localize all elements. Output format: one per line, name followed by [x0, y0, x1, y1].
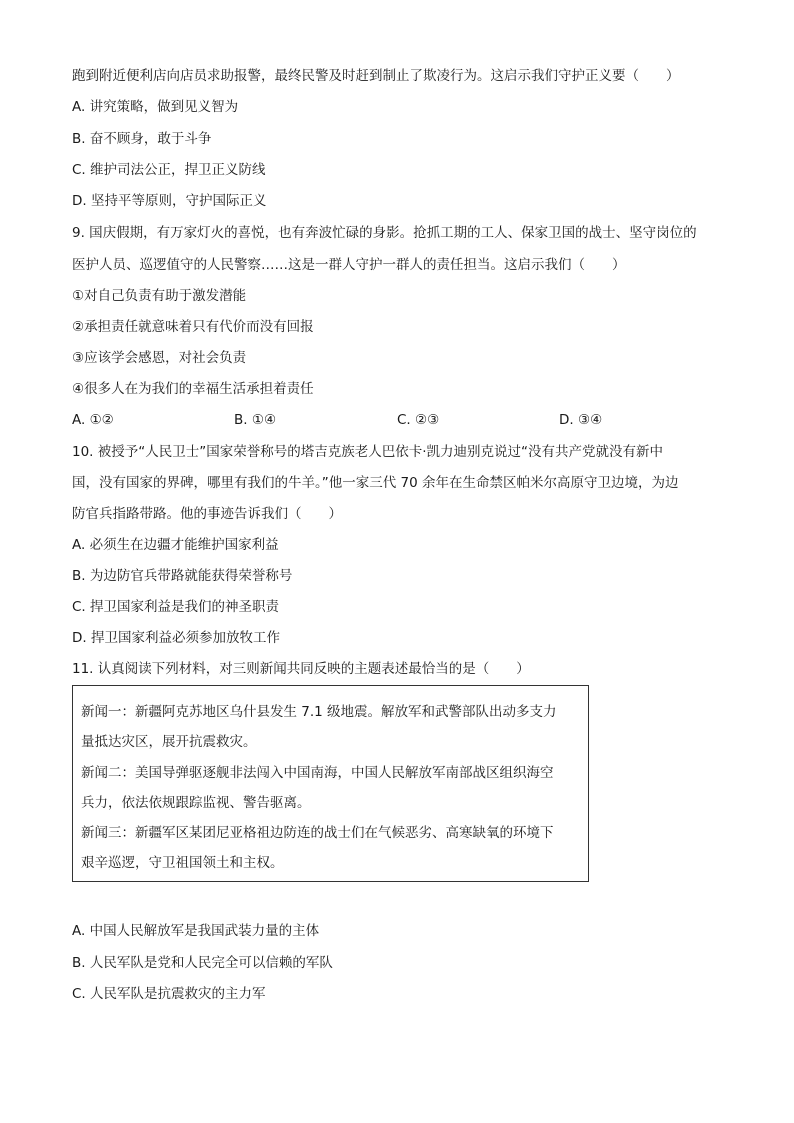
q8-option-a: A. 讲究策略，做到见义智为: [72, 99, 239, 115]
q8-stem: 跑到附近便利店向店员求助报警，最终民警及时赶到制止了欺凌行为。这启示我们守护正义要（ ）: [72, 68, 680, 84]
q10-option-a: A. 必须生在边疆才能维护国家利益: [72, 537, 279, 553]
q9-option-a: A. ①②: [72, 412, 114, 428]
news-3-line1: 新闻三：新疆军区某团尼亚格祖边防连的战士们在气候恶劣、高寒缺氧的环境下: [81, 825, 554, 841]
q9-stem-line2: 医护人员、巡逻值守的人民警察……这是一群人守护一群人的责任担当。这启示我们（ ）: [72, 257, 626, 273]
q11-option-b: B. 人民军队是党和人民完全可以信赖的军队: [72, 955, 333, 971]
q11-option-c: C. 人民军队是抗震救灾的主力军: [72, 986, 266, 1002]
q10-stem-line3: 防官兵指路带路。他的事迹告诉我们（ ）: [72, 506, 342, 522]
news-3-line2: 艰辛巡逻，守卫祖国领土和主权。: [81, 855, 284, 871]
q10-stem-line1: 10. 被授予“人民卫士”国家荣誉称号的塔吉克族老人巴依卡·凯力迪别克说过“没有共产党就没有新中: [72, 444, 664, 460]
q10-option-d: D. 捍卫国家利益必须参加放牧工作: [72, 630, 280, 646]
news-1-line1: 新闻一：新疆阿克苏地区乌什县发生 7.1 级地震。解放军和武警部队出动多支力: [81, 704, 557, 720]
q9-option-d: D. ③④: [559, 412, 603, 428]
news-2-line2: 兵力，依法依规跟踪监视、警告驱离。: [81, 795, 311, 811]
news-2-line1: 新闻二：美国导弹驱逐舰非法闯入中国南海，中国人民解放军南部战区组织海空: [81, 765, 554, 781]
q10-stem-line2: 国，没有国家的界碑，哪里有我们的牛羊。”他一家三代 70 余年在生命禁区帕米尔高原守卫边境，为边: [72, 475, 679, 491]
q9-statement-4: ④很多人在为我们的幸福生活承担着责任: [72, 381, 314, 397]
q8-option-b: B. 奋不顾身，敢于斗争: [72, 131, 212, 147]
q11-stem: 11. 认真阅读下列材料，对三则新闻共同反映的主题表述最恰当的是（ ）: [72, 661, 530, 677]
q9-option-c: C. ②③: [397, 412, 440, 428]
q9-statement-2: ②承担责任就意味着只有代价而没有回报: [72, 319, 314, 335]
q10-option-c: C. 捍卫国家利益是我们的神圣职责: [72, 599, 280, 615]
q8-option-d: D. 坚持平等原则，守护国际正义: [72, 193, 267, 209]
q9-stem-line1: 9. 国庆假期，有万家灯火的喜悦，也有奔波忙碌的身影。抢抓工期的工人、保家卫国的战士、坚守岗位的: [72, 225, 697, 241]
q11-option-a: A. 中国人民解放军是我国武装力量的主体: [72, 923, 320, 939]
news-1-line2: 量抵达灾区，展开抗震救灾。: [81, 734, 257, 750]
q8-option-c: C. 维护司法公正，捍卫正义防线: [72, 162, 266, 178]
news-material-box: [72, 685, 589, 882]
q9-statement-1: ①对自己负责有助于激发潜能: [72, 288, 247, 304]
q10-option-b: B. 为边防官兵带路就能获得荣誉称号: [72, 568, 293, 584]
q9-option-b: B. ①④: [234, 412, 277, 428]
q9-statement-3: ③应该学会感恩，对社会负责: [72, 350, 247, 366]
